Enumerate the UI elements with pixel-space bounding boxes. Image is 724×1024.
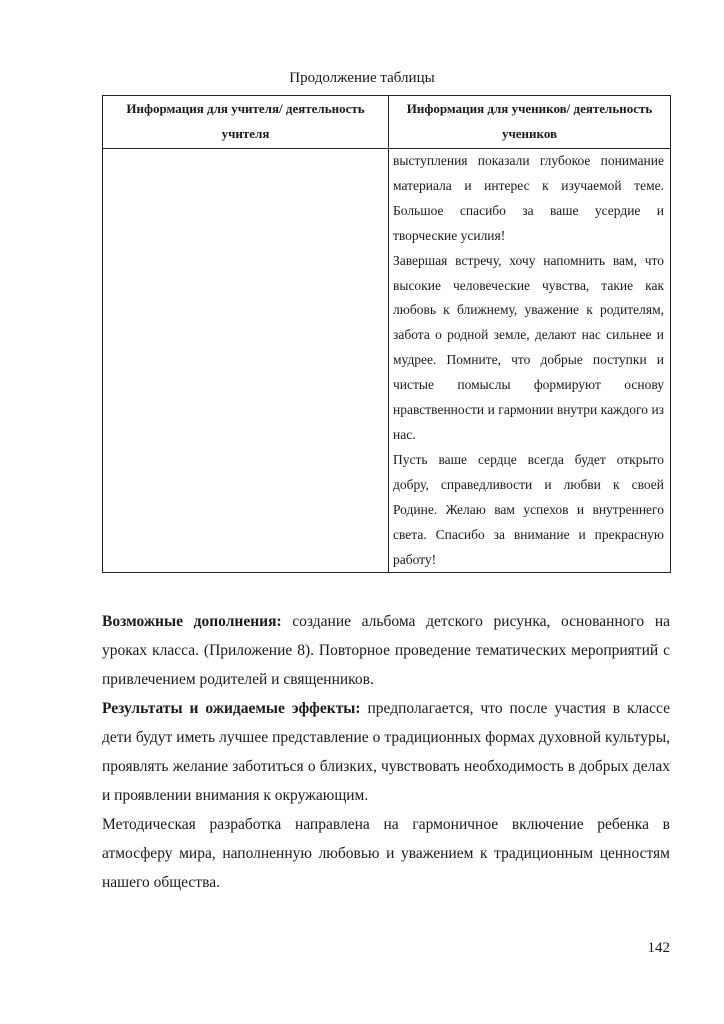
body-text [102, 607, 670, 897]
student-paragraph: выступления показали глубокое понимание материала и интерес к изучаемой теме. Большое спасибо за ваше усердие и творческие усилия! [393, 153, 664, 243]
table-header-row [103, 96, 671, 149]
lesson-table [102, 95, 671, 573]
additions-paragraph [102, 607, 670, 694]
student-column-header: Информация для учеников/ деятельность учеников [389, 96, 671, 149]
student-paragraph: Пусть ваше сердце всегда будет открыто добру, справедливости и любви к своей Родине. Желаю вам успехов и внутреннего света. Спасибо за внимание и прекрасную работу! [393, 451, 664, 567]
student-cell [389, 149, 671, 573]
results-paragraph [102, 694, 670, 810]
student-paragraph: Завершая встречу, хочу напомнить вам, что высокие человеческие чувства, такие как любовь к ближнему, уважение к родителям, забота о родной земле, делают нас сильнее и мудрее. Помните, что добрые поступки и чистые помыслы формируют основу нравственности и гармонии внутри каждого из нас. [393, 252, 664, 442]
teacher-cell [103, 149, 389, 573]
table-row [103, 149, 671, 573]
additions-text: создание альбома детского рисунка, основанного на уроках класса. (Приложение 8). Повторное проведение тематических мероприятий с привлечением родителей и священников. [102, 613, 670, 688]
teacher-column-header: Информация для учителя/ деятельность учителя [103, 96, 389, 149]
table-continuation-caption: Продолжение таблицы [289, 70, 435, 86]
additions-label: Возможные дополнения: [102, 613, 282, 630]
page-number: 142 [647, 940, 670, 956]
conclusion-paragraph: Методическая разработка направлена на гармоничное включение ребенка в атмосферу мира, наполненную любовью и уважением к традиционным ценностям нашего общества. [102, 816, 670, 891]
results-text: предполагается, что после участия в классе дети будут иметь лучшее представление о традиционных формах духовной культуры, проявлять желание заботиться о близких, чувствовать необходимость в добрых делах и проявлении внимания к окружающим. [102, 700, 670, 804]
results-label: Результаты и ожидаемые эффекты: [102, 700, 361, 717]
